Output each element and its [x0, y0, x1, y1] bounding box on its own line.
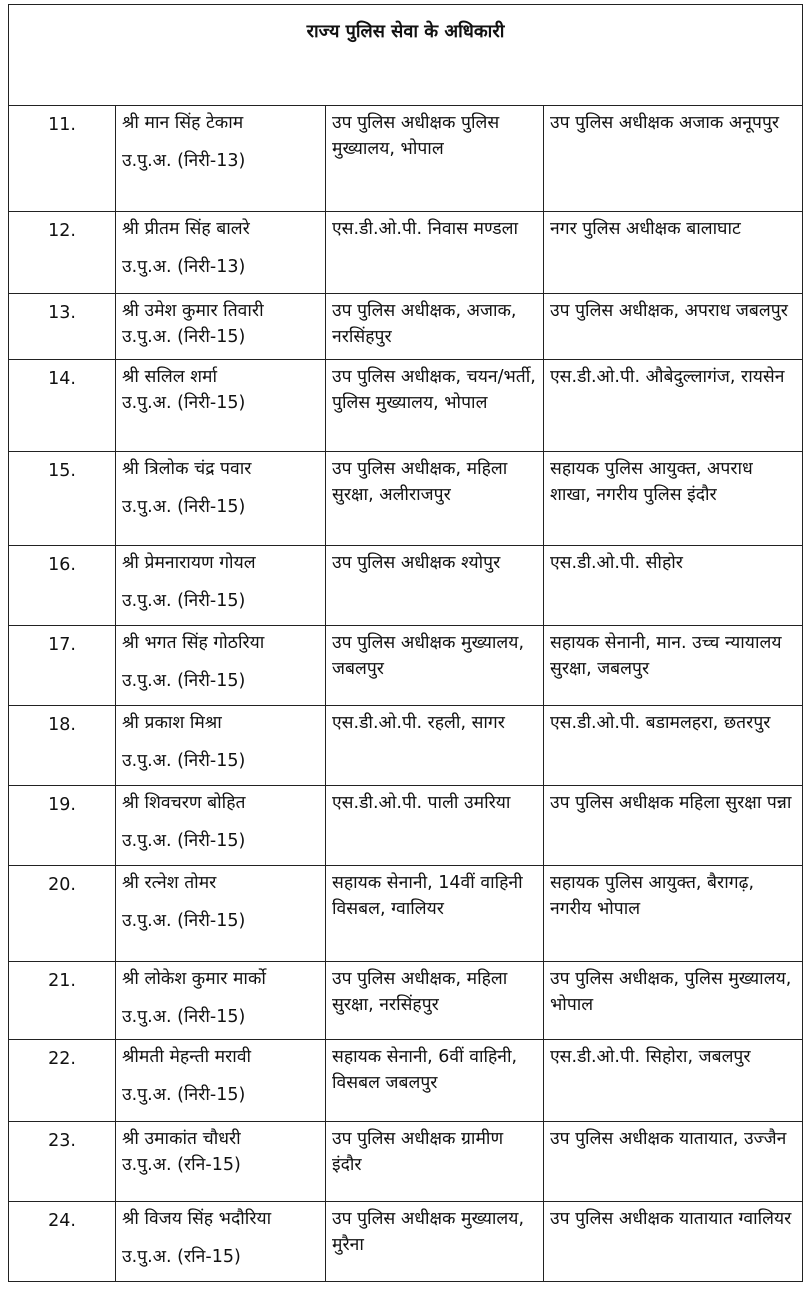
serial-number: 13. [9, 294, 116, 360]
officer-name: श्री त्रिलोक चंद्र पवार [122, 459, 252, 479]
officer-name: श्रीमती मेहन्ती मरावी [122, 1047, 252, 1067]
current-posting: उप पुलिस अधीक्षक, महिला सुरक्षा, अलीराजपुर [326, 452, 544, 546]
new-posting: उप पुलिस अधीक्षक, पुलिस मुख्यालय, भोपाल [544, 962, 803, 1040]
officer-rank: उ.पु.अ. (निरी-15) [122, 831, 246, 851]
current-posting: उप पुलिस अधीक्षक श्योपुर [326, 546, 544, 626]
officer-name: श्री विजय सिंह भदौरिया [122, 1209, 272, 1229]
table-row [9, 546, 803, 626]
table-row [9, 866, 803, 962]
current-posting: एस.डी.ओ.पी. पाली उमरिया [326, 786, 544, 866]
table-row [9, 294, 803, 360]
officer-name: श्री लोकेश कुमार मार्को [122, 969, 266, 989]
officer-cell [116, 626, 326, 706]
officer-cell [116, 212, 326, 294]
current-posting: सहायक सेनानी, 14वीं वाहिनी विसबल, ग्वालियर [326, 866, 544, 962]
officer-name: श्री रत्नेश तोमर [122, 873, 217, 893]
current-posting: सहायक सेनानी, 6वीं वाहिनी, विसबल जबलपुर [326, 1040, 544, 1122]
new-posting: सहायक सेनानी, मान. उच्च न्यायालय सुरक्षा, जबलपुर [544, 626, 803, 706]
table-row [9, 360, 803, 452]
officer-cell [116, 546, 326, 626]
officer-rank: उ.पु.अ. (निरी-13) [122, 151, 246, 171]
officer-cell [116, 1202, 326, 1282]
current-posting: उप पुलिस अधीक्षक, चयन/भर्ती, पुलिस मुख्यालय, भोपाल [326, 360, 544, 452]
table-row [9, 706, 803, 786]
officer-rank: उ.पु.अ. (निरी-15) [122, 497, 246, 517]
current-posting: उप पुलिस अधीक्षक ग्रामीण इंदौर [326, 1122, 544, 1202]
serial-number: 22. [9, 1040, 116, 1122]
officer-cell [116, 106, 326, 212]
new-posting: उप पुलिस अधीक्षक अजाक अनूपपुर [544, 106, 803, 212]
officer-rank: उ.पु.अ. (निरी-15) [122, 751, 246, 771]
officer-name: श्री शिवचरण बोहित [122, 793, 246, 813]
table-row [9, 626, 803, 706]
officer-name: श्री उमेश कुमार तिवारी [122, 301, 264, 321]
officer-transfer-document [8, 4, 802, 1282]
officer-name: श्री प्रीतम सिंह बालरे [122, 219, 250, 239]
officer-cell [116, 1040, 326, 1122]
table-row [9, 1122, 803, 1202]
current-posting: एस.डी.ओ.पी. रहली, सागर [326, 706, 544, 786]
officer-name: श्री सलिल शर्मा [122, 367, 218, 387]
title-row [9, 5, 803, 106]
officer-rank: उ.पु.अ. (निरी-15) [122, 671, 246, 691]
officer-name: श्री प्रकाश मिश्रा [122, 713, 222, 733]
officer-rank: उ.पु.अ. (निरी-15) [122, 1007, 246, 1027]
new-posting: एस.डी.ओ.पी. बडामलहरा, छतरपुर [544, 706, 803, 786]
current-posting: उप पुलिस अधीक्षक पुलिस मुख्यालय, भोपाल [326, 106, 544, 212]
new-posting: उप पुलिस अधीक्षक, अपराध जबलपुर [544, 294, 803, 360]
officer-cell [116, 866, 326, 962]
current-posting: एस.डी.ओ.पी. निवास मण्डला [326, 212, 544, 294]
serial-number: 14. [9, 360, 116, 452]
table-row [9, 962, 803, 1040]
officer-table [8, 4, 803, 1282]
officer-cell [116, 294, 326, 360]
officer-rank: उ.पु.अ. (रनि-15) [122, 1247, 241, 1267]
officer-rank: उ.पु.अ. (निरी-15) [122, 327, 246, 347]
officer-rank: उ.पु.अ. (निरी-15) [122, 591, 246, 611]
table-row [9, 452, 803, 546]
table-row [9, 1040, 803, 1122]
new-posting: उप पुलिस अधीक्षक यातायात ग्वालियर [544, 1202, 803, 1282]
current-posting: उप पुलिस अधीक्षक, अजाक, नरसिंहपुर [326, 294, 544, 360]
serial-number: 17. [9, 626, 116, 706]
officer-name: श्री मान सिंह टेकाम [122, 113, 244, 133]
serial-number: 20. [9, 866, 116, 962]
officer-cell [116, 962, 326, 1040]
new-posting: उप पुलिस अधीक्षक यातायात, उज्जैन [544, 1122, 803, 1202]
serial-number: 11. [9, 106, 116, 212]
document-title: राज्य पुलिस सेवा के अधिकारी [9, 5, 803, 106]
table-row [9, 786, 803, 866]
officer-name: श्री भगत सिंह गोठरिया [122, 633, 265, 653]
serial-number: 12. [9, 212, 116, 294]
current-posting: उप पुलिस अधीक्षक मुख्यालय, मुरैना [326, 1202, 544, 1282]
serial-number: 18. [9, 706, 116, 786]
new-posting: एस.डी.ओ.पी. सीहोर [544, 546, 803, 626]
current-posting: उप पुलिस अधीक्षक मुख्यालय, जबलपुर [326, 626, 544, 706]
serial-number: 16. [9, 546, 116, 626]
new-posting: सहायक पुलिस आयुक्त, बैरागढ़, नगरीय भोपाल [544, 866, 803, 962]
new-posting: उप पुलिस अधीक्षक महिला सुरक्षा पन्ना [544, 786, 803, 866]
officer-cell [116, 452, 326, 546]
officer-rank: उ.पु.अ. (रनि-15) [122, 1155, 241, 1175]
officer-rank: उ.पु.अ. (निरी-15) [122, 393, 246, 413]
officer-cell [116, 1122, 326, 1202]
new-posting: एस.डी.ओ.पी. औबेदुल्लागंज, रायसेन [544, 360, 803, 452]
officer-rank: उ.पु.अ. (निरी-13) [122, 257, 246, 277]
table-row [9, 212, 803, 294]
officer-name: श्री प्रेमनारायण गोयल [122, 553, 256, 573]
serial-number: 24. [9, 1202, 116, 1282]
serial-number: 23. [9, 1122, 116, 1202]
current-posting: उप पुलिस अधीक्षक, महिला सुरक्षा, नरसिंहपुर [326, 962, 544, 1040]
new-posting: सहायक पुलिस आयुक्त, अपराध शाखा, नगरीय पुलिस इंदौर [544, 452, 803, 546]
serial-number: 19. [9, 786, 116, 866]
serial-number: 21. [9, 962, 116, 1040]
serial-number: 15. [9, 452, 116, 546]
table-row [9, 1202, 803, 1282]
officer-rank: उ.पु.अ. (निरी-15) [122, 1085, 246, 1105]
officer-cell [116, 360, 326, 452]
new-posting: एस.डी.ओ.पी. सिहोरा, जबलपुर [544, 1040, 803, 1122]
new-posting: नगर पुलिस अधीक्षक बालाघाट [544, 212, 803, 294]
officer-name: श्री उमाकांत चौधरी [122, 1129, 241, 1149]
officer-cell [116, 706, 326, 786]
officer-cell [116, 786, 326, 866]
officer-rank: उ.पु.अ. (निरी-15) [122, 911, 246, 931]
table-row [9, 106, 803, 212]
